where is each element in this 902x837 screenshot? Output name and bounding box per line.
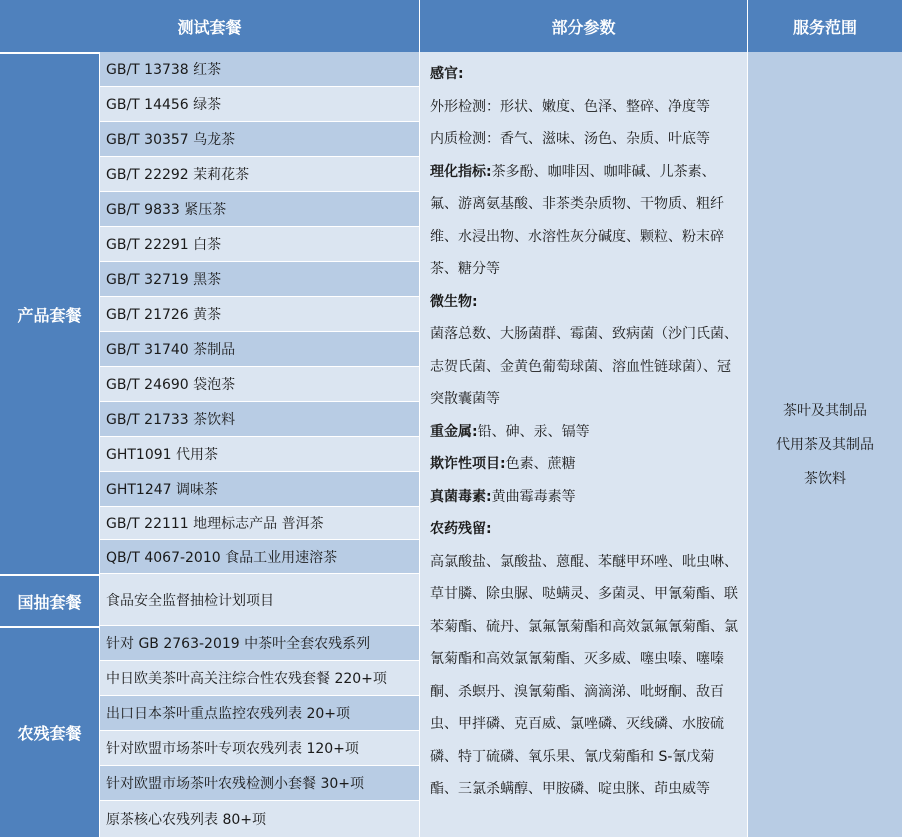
package-row: GB/T 22292 茉莉花茶 [100, 157, 420, 192]
sensory-appearance-text: 外形检测：形状、嫩度、色泽、整碎、净度等 [430, 98, 710, 115]
metal-block [430, 416, 741, 449]
category-product-package: 产品套餐 [0, 52, 100, 574]
package-row: 中日欧美茶叶高关注综合性农残套餐 220+项 [100, 661, 420, 696]
physchem-text: 茶多酚、咖啡因、咖啡碱、儿茶素、氟、游离氨基酸、非茶类杂质物、干物质、粗纤维、水浸出物、水溶性灰分碱度、颗粒、粉末碎茶、糖分等 [430, 163, 724, 277]
scope-item: 茶叶及其制品 [783, 402, 867, 419]
fungal-title: 真菌毒素: [430, 488, 492, 505]
package-row: GB/T 21733 茶饮料 [100, 402, 420, 437]
header-parameters: 部分参数 [420, 0, 748, 52]
fungal-block [430, 481, 741, 514]
parameters-cell [420, 52, 748, 837]
package-row: GB/T 21726 黄茶 [100, 297, 420, 332]
fraud-block [430, 448, 741, 481]
package-row: GB/T 22291 白茶 [100, 227, 420, 262]
package-row: GB/T 13738 红茶 [100, 52, 420, 87]
header-service-scope: 服务范围 [748, 0, 902, 52]
header-test-package: 测试套餐 [0, 0, 420, 52]
sensory-internal-text: 内质检测：香气、滋味、汤色、杂质、叶底等 [430, 131, 710, 147]
package-row: GB/T 22111 地理标志产品 普洱茶 [100, 507, 420, 540]
package-row: GB/T 9833 紧压茶 [100, 192, 420, 227]
metal-text: 铅、砷、汞、镉等 [477, 423, 590, 440]
package-row: 出口日本茶叶重点监控农残列表 20+项 [100, 696, 420, 731]
package-row: 针对欧盟市场茶叶农残检测小套餐 30+项 [100, 766, 420, 801]
sensory-title: 感官: [430, 66, 464, 82]
package-row: GB/T 24690 袋泡茶 [100, 367, 420, 402]
category-national-sampling: 国抽套餐 [0, 574, 100, 626]
physchem-block [430, 156, 741, 286]
service-scope-cell [748, 52, 902, 837]
pesticide-title: 农药残留: [430, 521, 492, 537]
package-row: QB/T 4067-2010 食品工业用速溶茶 [100, 540, 420, 574]
physchem-title: 理化指标: [430, 163, 492, 180]
package-row: 食品安全监督抽检计划项目 [100, 574, 420, 626]
micro-text: 菌落总数、大肠菌群、霉菌、致病菌（沙门氏菌、志贺氏菌、金黄色葡萄球菌、溶血性链球菌）、冠突散囊菌等 [430, 326, 738, 407]
package-row: 针对 GB 2763-2019 中茶叶全套农残系列 [100, 626, 420, 661]
package-row: GB/T 32719 黑茶 [100, 262, 420, 297]
package-row: GHT1247 调味茶 [100, 472, 420, 507]
package-row: 原茶核心农残列表 80+项 [100, 801, 420, 837]
pesticide-text: 高氯酸盐、氯酸盐、蒽醌、苯醚甲环唑、吡虫啉、草甘膦、除虫脲、哒螨灵、多菌灵、甲氰菊酯、联苯菊酯、硫丹、氯氟氰菊酯和高效氯氟氰菊酯、氯氰菊酯和高效氯氰菊酯、灭多威、噻虫嗪、噻嗪酮、杀螟丹、溴氰菊酯、滴滴涕、吡蚜酮、敌百虫、甲拌磷、克百威、氯唑磷、灭线磷、水胺硫磷、特丁硫磷、氧乐果、氰戊菊酯和 S-氰戊菊酯、三氯杀螨醇、甲胺磷、啶虫脒、茚虫威等 [430, 553, 738, 797]
package-row: GB/T 30357 乌龙茶 [100, 122, 420, 157]
package-row: 针对欧盟市场茶叶专项农残列表 120+项 [100, 731, 420, 766]
scope-item: 代用茶及其制品 [776, 436, 874, 453]
scope-item: 茶饮料 [804, 470, 846, 487]
package-row: GHT1091 代用茶 [100, 437, 420, 472]
fraud-title: 欺诈性项目: [430, 456, 506, 472]
micro-title: 微生物: [430, 293, 478, 310]
category-pesticide-package: 农残套餐 [0, 626, 100, 837]
fraud-text: 色素、蔗糖 [505, 456, 576, 472]
package-row: GB/T 31740 茶制品 [100, 332, 420, 367]
package-row: GB/T 14456 绿茶 [100, 87, 420, 122]
metal-title: 重金属: [430, 423, 478, 440]
fungal-text: 黄曲霉毒素等 [491, 488, 576, 505]
